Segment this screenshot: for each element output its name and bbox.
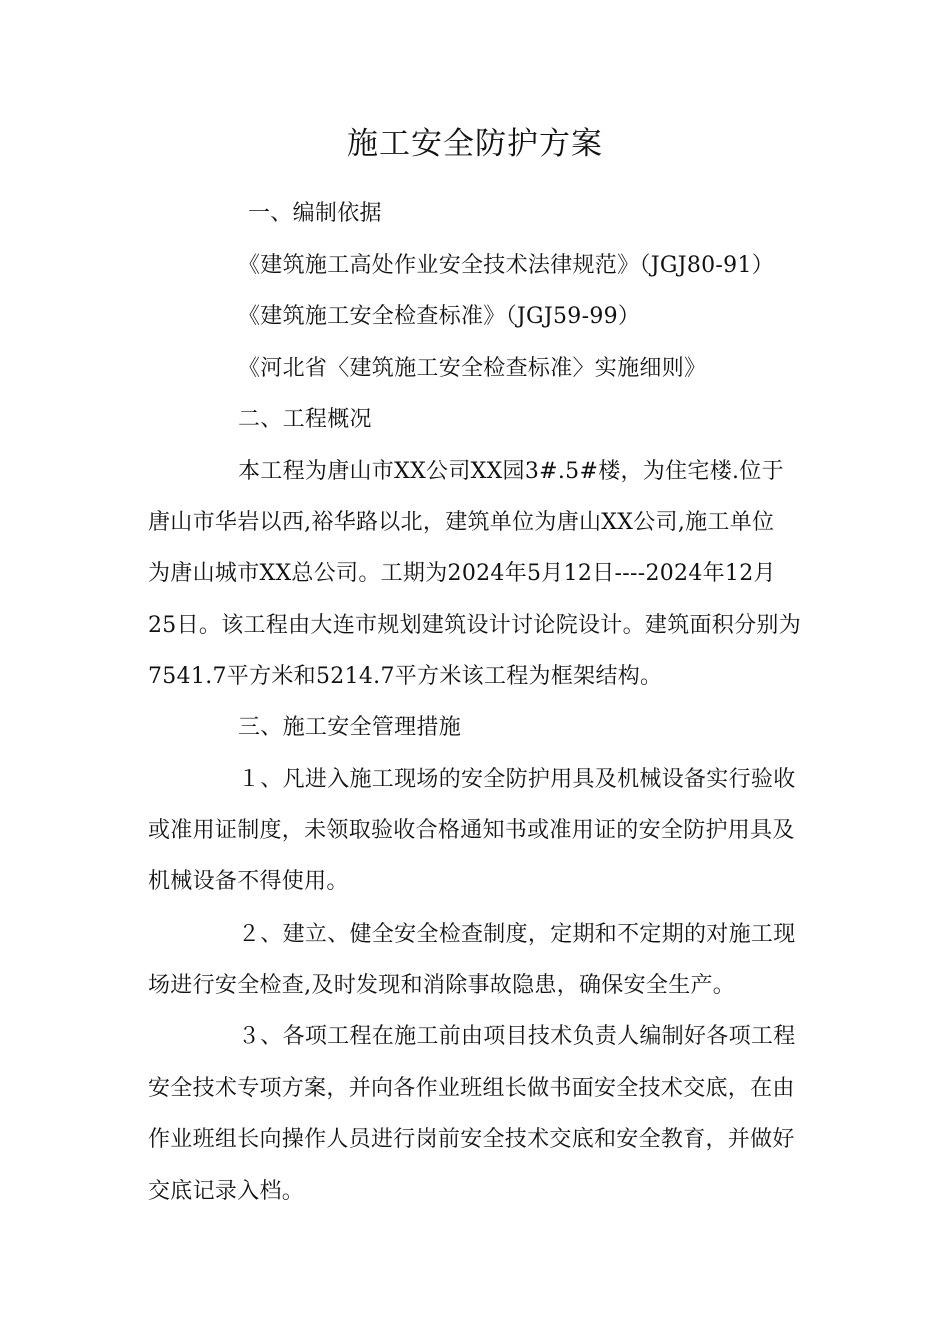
overview-line: 本工程为唐山市XX公司XX园3#.5#楼，为住宅楼.位于 [238, 459, 784, 484]
overview-line: 7541.7平方米和5214.7平方米该工程为框架结构。 [148, 664, 663, 689]
overview-line: 25日。该工程由大连市规划建筑设计讨论院设计。建筑面积分别为 [148, 613, 801, 638]
measure-item-3-line: ３、各项工程在施工前由项目技术负责人编制好各项工程 [238, 1024, 796, 1049]
section-heading-measures: 三、施工安全管理措施 [238, 715, 462, 740]
overview-line: 唐山市华岩以西,裕华路以北，建筑单位为唐山XX公司,施工单位 [148, 510, 775, 535]
reference-line-3: 《河北省〈建筑施工安全检查标准〉实施细则》 [238, 356, 707, 381]
measure-item-2-line: ２、建立、健全安全检查制度，定期和不定期的对施工现 [238, 922, 796, 947]
measure-item-1-line: 机械设备不得使用。 [148, 869, 349, 894]
reference-line-2: 《建筑施工安全检查标准》（JGJ59-99） [238, 304, 641, 329]
section-heading-basis: 一、编制依据 [248, 201, 382, 226]
reference-line-1: 《建筑施工高处作业安全技术法律规范》（JGJ80-91） [238, 253, 775, 278]
measure-item-2-line: 场进行安全检查,及时发现和消除事故隐患，确保安全生产。 [148, 973, 736, 998]
section-heading-overview: 二、工程概况 [238, 407, 372, 432]
document-title: 施工安全防护方案 [347, 126, 603, 162]
measure-item-3-line: 交底记录入档。 [148, 1179, 305, 1204]
measure-item-1-line: １、凡进入施工现场的安全防护用具及机械设备实行验收 [238, 767, 796, 792]
overview-line: 为唐山城市XX总公司。工期为2024年5月12日----2024年12月 [148, 561, 776, 586]
measure-item-3-line: 安全技术专项方案，并向各作业班组长做书面安全技术交底，在由 [148, 1076, 795, 1101]
measure-item-3-line: 作业班组长向操作人员进行岗前安全技术交底和安全教育，并做好 [148, 1127, 795, 1152]
measure-item-1-line: 或准用证制度，未领取验收合格通知书或准用证的安全防护用具及 [148, 818, 795, 843]
